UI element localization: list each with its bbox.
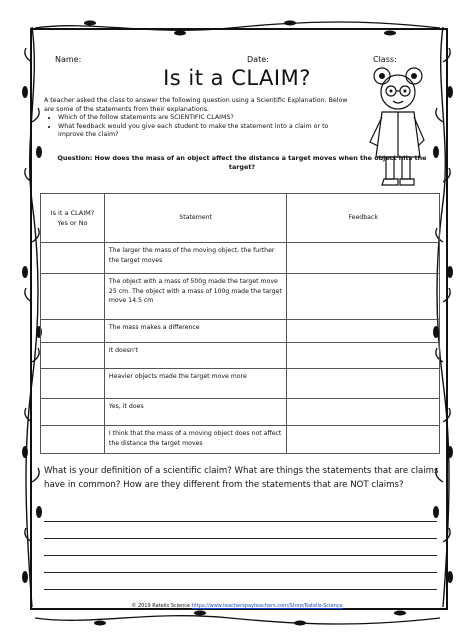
intro-bullet: • Which of the follow statements are SCIENTIFIC CLAIMS?: [58, 114, 354, 123]
name-label: Name:: [55, 55, 82, 64]
class-label: Class:: [373, 55, 397, 64]
claim-cell[interactable]: [41, 426, 105, 454]
statement-cell: The mass makes a difference: [104, 320, 287, 343]
column-header-feedback: Feedback: [287, 194, 440, 243]
intro-section: [44, 97, 354, 140]
answer-line[interactable]: [44, 555, 437, 556]
claim-cell[interactable]: [41, 274, 105, 320]
statement-cell: The object with a mass of 500g made the target move 25 cm. The object with a mass of 100g made the target move 14.5 cm: [104, 274, 287, 320]
intro-bullet: • What feedback would you give each student to make the statement into a claim or to improve the claim?: [58, 123, 354, 140]
claim-cell[interactable]: [41, 320, 105, 343]
answer-line[interactable]: [44, 589, 437, 590]
decorative-vine-top: [30, 18, 444, 38]
feedback-cell[interactable]: [287, 343, 440, 369]
feedback-cell[interactable]: [287, 274, 440, 320]
column-header-statement: Statement: [104, 194, 287, 243]
feedback-cell[interactable]: [287, 399, 440, 426]
statement-cell: I think that the mass of a moving object does not affect the distance the target moves: [104, 426, 287, 454]
footer-store-link[interactable]: https://www.teacherspayteachers.com/Store/Ratelis-Science: [191, 603, 343, 609]
decorative-vine-bottom: [30, 608, 444, 628]
answer-line[interactable]: [44, 572, 437, 573]
claim-cell[interactable]: [41, 369, 105, 399]
column-header-claim: Is it a CLAIM? Yes or No: [41, 194, 105, 243]
intro-text: A teacher asked the class to answer the following question using a Scientific Explanation. Below are some of the statements from their explanations.: [44, 97, 348, 113]
reflection-question: What is your definition of a scientific claim? What are things the statements that are claims have in common? How are they different from the statements that are NOT claims?: [44, 466, 439, 490]
feedback-cell[interactable]: [287, 369, 440, 399]
answer-line[interactable]: [44, 521, 437, 522]
statement-cell: It doesn't: [104, 343, 287, 369]
statement-cell: Yes, it does: [104, 399, 287, 426]
date-label: Date:: [247, 55, 269, 64]
claims-table: [40, 193, 440, 454]
feedback-cell[interactable]: [287, 243, 440, 274]
claim-cell[interactable]: [41, 399, 105, 426]
footer: [0, 603, 474, 609]
claim-cell[interactable]: [41, 343, 105, 369]
footer-copyright: © 2019 Ratelis Science: [131, 603, 191, 609]
feedback-cell[interactable]: [287, 320, 440, 343]
question-text: Question: How does the mass of an object affect the distance a target moves when the object hits the target?: [57, 154, 427, 171]
statement-cell: The larger the mass of the moving object, the further the target moves: [104, 243, 287, 274]
page-title: Is it a CLAIM?: [163, 66, 311, 90]
answer-line[interactable]: [44, 538, 437, 539]
claim-cell[interactable]: [41, 243, 105, 274]
intro-bullets: [44, 114, 354, 140]
statement-cell: Heavier objects made the target move more: [104, 369, 287, 399]
scientist-girl-illustration: [362, 62, 434, 194]
feedback-cell[interactable]: [287, 426, 440, 454]
